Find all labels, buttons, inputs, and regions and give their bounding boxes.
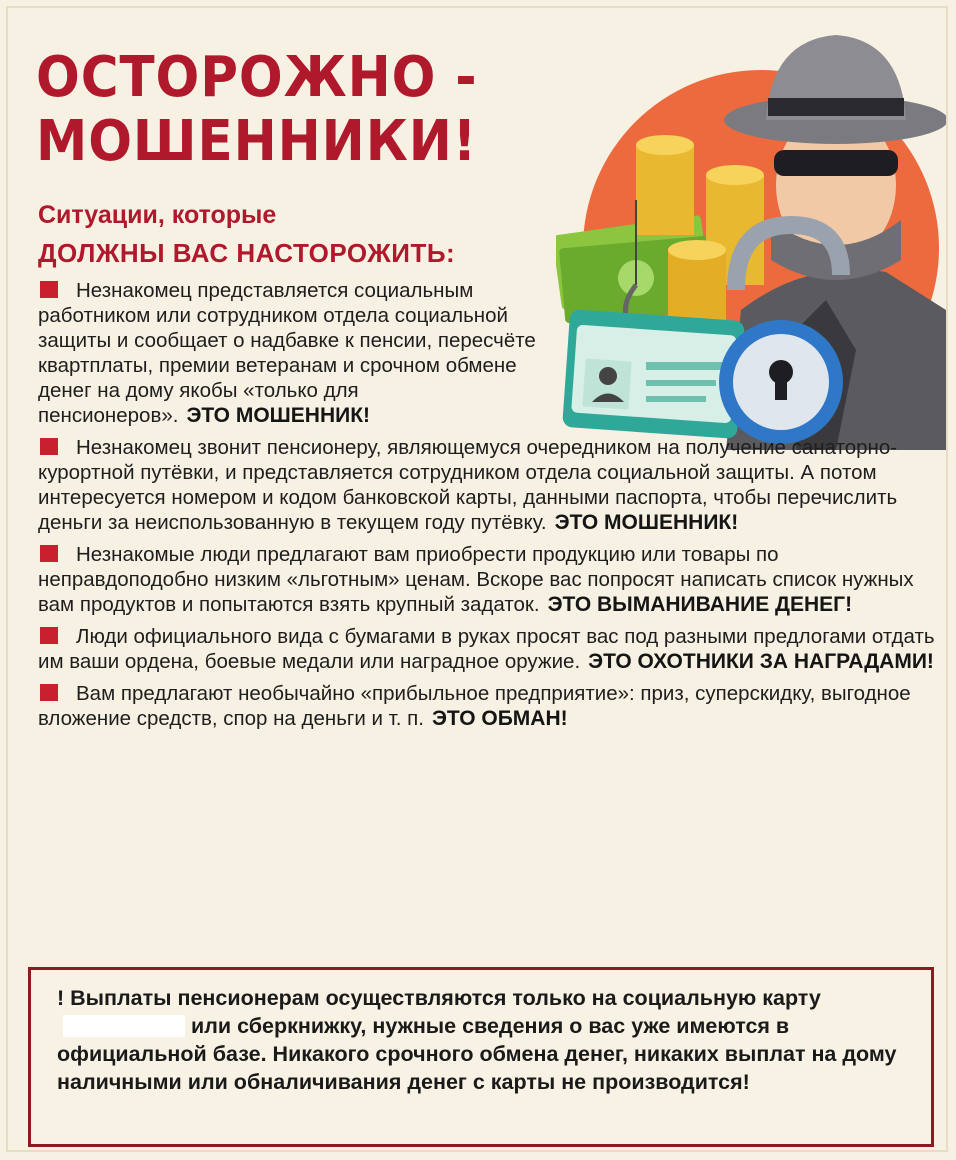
- subtitle: [38, 196, 558, 272]
- notice-part-2: или сберкнижку, нужные сведения о вас уже имеются в официальной базе. Никакого срочного обмена денег, никаких выплат на дому наличными или обналичивания денег с карты не производится!: [57, 1014, 897, 1094]
- square-bullet-icon: [40, 684, 58, 701]
- item-alert: ЭТО МОШЕННИК!: [554, 511, 739, 534]
- item-alert: ЭТО ВЫМАНИВАНИЕ ДЕНЕГ!: [547, 593, 853, 616]
- redacted-block: [63, 1015, 185, 1037]
- square-bullet-icon: [40, 545, 58, 562]
- situations-list: [38, 278, 938, 738]
- item-text: Незнакомые люди предлагают вам приобрести продукцию или товары по неправдоподобно низким «льготным» ценам. Вскоре вас попросят написать список нужных вам продуктов и попытаются взять крупный задаток.: [38, 543, 914, 616]
- item-text: Люди официального вида с бумагами в руках просят вас под разными предлогами отдать им ваши ордена, боевые медали или наградное оружие.: [38, 625, 935, 673]
- item-text: Незнакомец звонит пенсионеру, являющемуся очередником на получение санаторно-курортной путёвки, и представляется сотрудником отдела социальной защиты. А потом интересуется номером и кодом банковской карты, данными паспорта, чтобы перечислить деньги за неиспользованную в текущем году путёвку.: [38, 436, 898, 534]
- item-alert: ЭТО ОБМАН!: [431, 707, 568, 730]
- square-bullet-icon: [40, 438, 58, 455]
- subtitle-line-2: ДОЛЖНЫ ВАС НАСТОРОЖИТЬ:: [38, 238, 456, 268]
- list-item: [38, 542, 938, 617]
- item-text: Вам предлагают необычайно «прибыльное предприятие»: приз, суперскидку, выгодное вложение средств, спор на деньги и т. п.: [38, 682, 911, 730]
- item-alert: ЭТО МОШЕННИК!: [186, 404, 371, 427]
- list-item: [38, 624, 938, 674]
- page-title: [36, 46, 478, 174]
- square-bullet-icon: [40, 281, 58, 298]
- list-item: [38, 681, 938, 731]
- square-bullet-icon: [40, 627, 58, 644]
- title-line-2: МОШЕННИКИ!: [36, 109, 478, 174]
- item-text: Незнакомец представляется социальным работником или сотрудником отдела социальной защиты и сообщает о надбавке к пенсии, пересчёте квартплаты, премии ветеранам и срочном обмене денег на дому якобы «только для пенсионеров».: [38, 279, 536, 427]
- notice-box: [28, 967, 934, 1147]
- list-item: [38, 435, 938, 535]
- item-alert: ЭТО ОХОТНИКИ ЗА НАГРАДАМИ!: [588, 650, 934, 673]
- list-item: [38, 278, 548, 428]
- subtitle-line-1: Ситуации, которые: [38, 201, 277, 229]
- notice-part-1: ! Выплаты пенсионерам осуществляются только на социальную карту: [57, 986, 821, 1010]
- title-line-1: ОСТОРОЖНО -: [36, 45, 478, 110]
- notice-text: [57, 984, 907, 1096]
